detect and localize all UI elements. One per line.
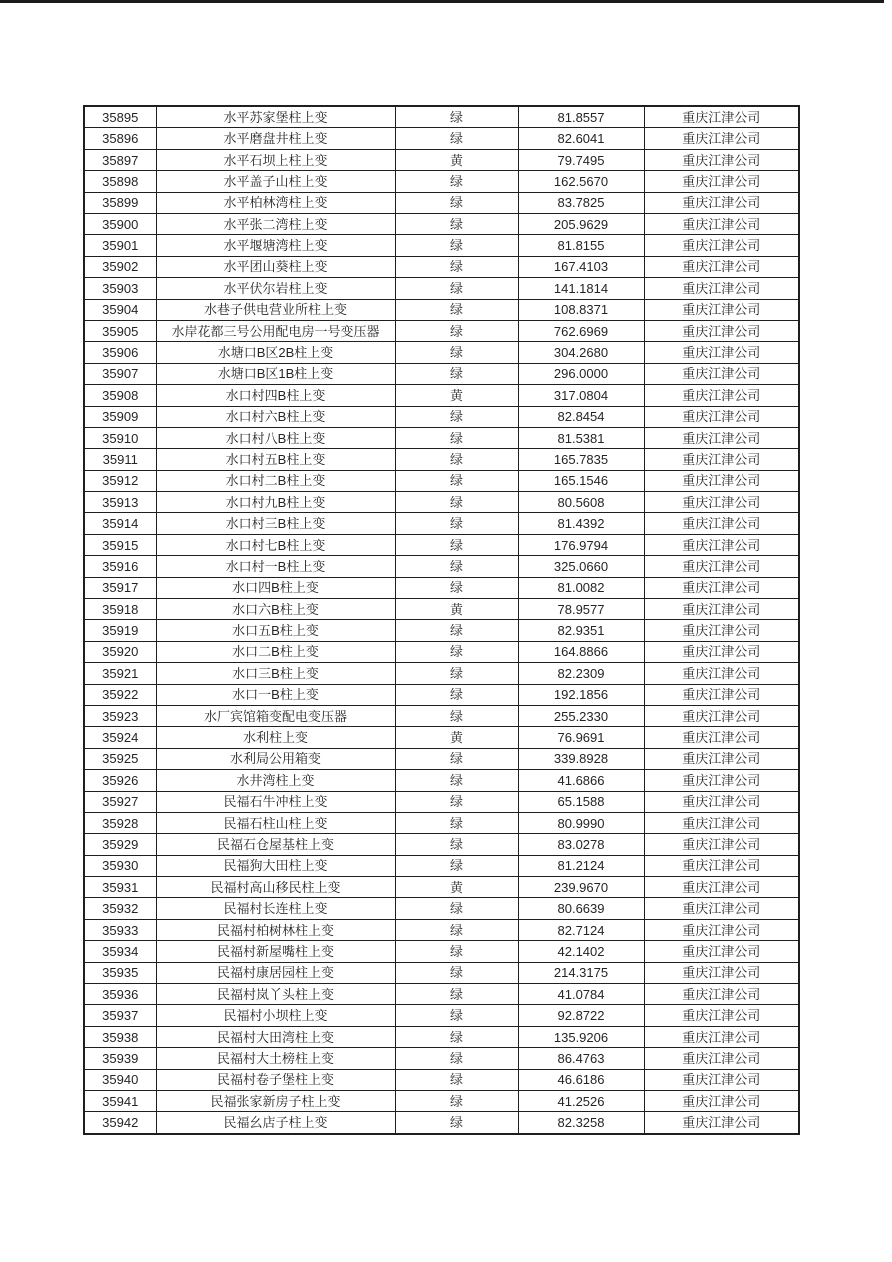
table-row <box>84 492 799 513</box>
table-row <box>84 663 799 684</box>
cell-id: 35924 <box>84 727 156 748</box>
table-row <box>84 427 799 448</box>
page-top-edge-bar <box>0 0 884 3</box>
cell-value: 164.8866 <box>518 641 644 662</box>
table-row <box>84 192 799 213</box>
cell-company: 重庆江津公司 <box>644 342 799 363</box>
cell-value: 82.8454 <box>518 406 644 427</box>
cell-status: 绿 <box>395 299 518 320</box>
cell-name: 水平盖子山柱上变 <box>156 171 395 192</box>
table-body <box>84 106 799 1134</box>
cell-status: 绿 <box>395 962 518 983</box>
table-row <box>84 171 799 192</box>
table-row <box>84 599 799 620</box>
cell-name: 民福村康居园柱上变 <box>156 962 395 983</box>
cell-id: 35940 <box>84 1069 156 1090</box>
cell-name: 水口村七B柱上变 <box>156 534 395 555</box>
cell-id: 35941 <box>84 1091 156 1112</box>
cell-status: 绿 <box>395 898 518 919</box>
cell-name: 水平苏家堡柱上变 <box>156 106 395 128</box>
cell-company: 重庆江津公司 <box>644 235 799 256</box>
cell-company: 重庆江津公司 <box>644 149 799 170</box>
table-row <box>84 705 799 726</box>
table-row <box>84 213 799 234</box>
cell-id: 35915 <box>84 534 156 555</box>
cell-id: 35914 <box>84 513 156 534</box>
cell-status: 绿 <box>395 235 518 256</box>
cell-id: 35898 <box>84 171 156 192</box>
equipment-table <box>83 105 800 1135</box>
cell-id: 35938 <box>84 1026 156 1047</box>
cell-value: 165.1546 <box>518 470 644 491</box>
table-row <box>84 877 799 898</box>
cell-company: 重庆江津公司 <box>644 192 799 213</box>
table-row <box>84 449 799 470</box>
cell-value: 80.5608 <box>518 492 644 513</box>
cell-value: 81.5381 <box>518 427 644 448</box>
cell-value: 80.6639 <box>518 898 644 919</box>
cell-name: 水平柏林湾柱上变 <box>156 192 395 213</box>
cell-id: 35928 <box>84 812 156 833</box>
table-row <box>84 149 799 170</box>
cell-status: 绿 <box>395 342 518 363</box>
cell-value: 141.1814 <box>518 278 644 299</box>
cell-status: 绿 <box>395 812 518 833</box>
cell-value: 214.3175 <box>518 962 644 983</box>
cell-id: 35908 <box>84 385 156 406</box>
table-row <box>84 962 799 983</box>
cell-company: 重庆江津公司 <box>644 556 799 577</box>
cell-status: 绿 <box>395 620 518 641</box>
cell-name: 民福村岚丫头柱上变 <box>156 984 395 1005</box>
cell-company: 重庆江津公司 <box>644 427 799 448</box>
cell-name: 水塘口B区2B柱上变 <box>156 342 395 363</box>
table-row <box>84 128 799 149</box>
cell-company: 重庆江津公司 <box>644 1048 799 1069</box>
cell-name: 水口三B柱上变 <box>156 663 395 684</box>
cell-id: 35906 <box>84 342 156 363</box>
cell-company: 重庆江津公司 <box>644 320 799 341</box>
table-row <box>84 106 799 128</box>
cell-company: 重庆江津公司 <box>644 1091 799 1112</box>
cell-value: 239.9670 <box>518 877 644 898</box>
cell-name: 水口村五B柱上变 <box>156 449 395 470</box>
cell-status: 绿 <box>395 834 518 855</box>
cell-value: 41.6866 <box>518 770 644 791</box>
cell-name: 水口村八B柱上变 <box>156 427 395 448</box>
cell-name: 水巷子供电营业所柱上变 <box>156 299 395 320</box>
cell-id: 35930 <box>84 855 156 876</box>
cell-name: 水口村二B柱上变 <box>156 470 395 491</box>
cell-name: 水口五B柱上变 <box>156 620 395 641</box>
cell-company: 重庆江津公司 <box>644 1112 799 1134</box>
cell-name: 民福狗大田柱上变 <box>156 855 395 876</box>
cell-id: 35929 <box>84 834 156 855</box>
cell-id: 35912 <box>84 470 156 491</box>
cell-name: 水利局公用箱变 <box>156 748 395 769</box>
cell-value: 82.9351 <box>518 620 644 641</box>
table-row <box>84 1112 799 1134</box>
cell-value: 81.4392 <box>518 513 644 534</box>
cell-company: 重庆江津公司 <box>644 599 799 620</box>
cell-company: 重庆江津公司 <box>644 363 799 384</box>
cell-id: 35926 <box>84 770 156 791</box>
cell-value: 82.7124 <box>518 919 644 940</box>
cell-status: 绿 <box>395 855 518 876</box>
table-row <box>84 406 799 427</box>
cell-company: 重庆江津公司 <box>644 770 799 791</box>
cell-company: 重庆江津公司 <box>644 106 799 128</box>
table-row <box>84 556 799 577</box>
cell-name: 水井湾柱上变 <box>156 770 395 791</box>
cell-status: 绿 <box>395 984 518 1005</box>
cell-name: 水厂宾馆箱变配电变压器 <box>156 705 395 726</box>
cell-value: 42.1402 <box>518 941 644 962</box>
cell-id: 35942 <box>84 1112 156 1134</box>
cell-status: 绿 <box>395 705 518 726</box>
cell-id: 35900 <box>84 213 156 234</box>
table-row <box>84 320 799 341</box>
cell-value: 46.6186 <box>518 1069 644 1090</box>
cell-status: 绿 <box>395 449 518 470</box>
cell-id: 35932 <box>84 898 156 919</box>
table-row <box>84 385 799 406</box>
cell-id: 35904 <box>84 299 156 320</box>
cell-status: 绿 <box>395 106 518 128</box>
cell-status: 绿 <box>395 363 518 384</box>
cell-value: 339.8928 <box>518 748 644 769</box>
table-row <box>84 342 799 363</box>
cell-company: 重庆江津公司 <box>644 128 799 149</box>
cell-company: 重庆江津公司 <box>644 919 799 940</box>
cell-name: 水口二B柱上变 <box>156 641 395 662</box>
cell-company: 重庆江津公司 <box>644 898 799 919</box>
cell-id: 35931 <box>84 877 156 898</box>
cell-company: 重庆江津公司 <box>644 299 799 320</box>
cell-value: 325.0660 <box>518 556 644 577</box>
cell-company: 重庆江津公司 <box>644 256 799 277</box>
cell-value: 762.6969 <box>518 320 644 341</box>
cell-value: 82.2309 <box>518 663 644 684</box>
cell-value: 81.8557 <box>518 106 644 128</box>
cell-name: 民福幺店子柱上变 <box>156 1112 395 1134</box>
cell-name: 水口四B柱上变 <box>156 577 395 598</box>
cell-company: 重庆江津公司 <box>644 748 799 769</box>
cell-value: 41.2526 <box>518 1091 644 1112</box>
cell-id: 35917 <box>84 577 156 598</box>
cell-id: 35913 <box>84 492 156 513</box>
table-row <box>84 919 799 940</box>
cell-id: 35920 <box>84 641 156 662</box>
cell-name: 民福石仓屋基柱上变 <box>156 834 395 855</box>
table-row <box>84 984 799 1005</box>
cell-name: 水口村四B柱上变 <box>156 385 395 406</box>
cell-id: 35936 <box>84 984 156 1005</box>
cell-status: 绿 <box>395 320 518 341</box>
cell-value: 296.0000 <box>518 363 644 384</box>
cell-name: 民福村小坝柱上变 <box>156 1005 395 1026</box>
cell-id: 35903 <box>84 278 156 299</box>
table-row <box>84 620 799 641</box>
table-row <box>84 791 799 812</box>
cell-name: 水口六B柱上变 <box>156 599 395 620</box>
cell-name: 水平磨盘井柱上变 <box>156 128 395 149</box>
cell-id: 35896 <box>84 128 156 149</box>
cell-company: 重庆江津公司 <box>644 620 799 641</box>
cell-company: 重庆江津公司 <box>644 449 799 470</box>
cell-status: 绿 <box>395 534 518 555</box>
cell-status: 绿 <box>395 1091 518 1112</box>
cell-id: 35925 <box>84 748 156 769</box>
cell-status: 绿 <box>395 128 518 149</box>
cell-value: 81.2124 <box>518 855 644 876</box>
table-row <box>84 278 799 299</box>
cell-company: 重庆江津公司 <box>644 877 799 898</box>
cell-company: 重庆江津公司 <box>644 705 799 726</box>
cell-value: 86.4763 <box>518 1048 644 1069</box>
cell-status: 绿 <box>395 1048 518 1069</box>
cell-value: 92.8722 <box>518 1005 644 1026</box>
cell-company: 重庆江津公司 <box>644 406 799 427</box>
cell-status: 黄 <box>395 599 518 620</box>
cell-name: 水平石坝上柱上变 <box>156 149 395 170</box>
cell-name: 民福村长连柱上变 <box>156 898 395 919</box>
cell-status: 绿 <box>395 1069 518 1090</box>
cell-status: 绿 <box>395 663 518 684</box>
cell-company: 重庆江津公司 <box>644 492 799 513</box>
cell-id: 35905 <box>84 320 156 341</box>
cell-company: 重庆江津公司 <box>644 171 799 192</box>
cell-status: 绿 <box>395 556 518 577</box>
cell-value: 76.9691 <box>518 727 644 748</box>
cell-status: 绿 <box>395 1112 518 1134</box>
cell-status: 绿 <box>395 748 518 769</box>
cell-name: 水口村三B柱上变 <box>156 513 395 534</box>
cell-name: 水口村六B柱上变 <box>156 406 395 427</box>
cell-company: 重庆江津公司 <box>644 1005 799 1026</box>
cell-id: 35895 <box>84 106 156 128</box>
cell-id: 35911 <box>84 449 156 470</box>
table-row <box>84 470 799 491</box>
cell-value: 81.0082 <box>518 577 644 598</box>
cell-value: 108.8371 <box>518 299 644 320</box>
cell-id: 35921 <box>84 663 156 684</box>
cell-company: 重庆江津公司 <box>644 855 799 876</box>
cell-name: 水口村一B柱上变 <box>156 556 395 577</box>
cell-status: 绿 <box>395 192 518 213</box>
cell-name: 水口村九B柱上变 <box>156 492 395 513</box>
cell-name: 民福张家新房子柱上变 <box>156 1091 395 1112</box>
table-row <box>84 513 799 534</box>
cell-value: 165.7835 <box>518 449 644 470</box>
cell-status: 绿 <box>395 256 518 277</box>
cell-value: 304.2680 <box>518 342 644 363</box>
cell-id: 35922 <box>84 684 156 705</box>
cell-status: 绿 <box>395 470 518 491</box>
cell-value: 78.9577 <box>518 599 644 620</box>
cell-value: 82.6041 <box>518 128 644 149</box>
cell-company: 重庆江津公司 <box>644 641 799 662</box>
cell-status: 绿 <box>395 941 518 962</box>
cell-name: 水平伏尔岩柱上变 <box>156 278 395 299</box>
cell-company: 重庆江津公司 <box>644 834 799 855</box>
table-row <box>84 363 799 384</box>
cell-value: 41.0784 <box>518 984 644 1005</box>
cell-company: 重庆江津公司 <box>644 663 799 684</box>
cell-id: 35910 <box>84 427 156 448</box>
cell-id: 35916 <box>84 556 156 577</box>
cell-id: 35907 <box>84 363 156 384</box>
cell-status: 绿 <box>395 427 518 448</box>
cell-value: 82.3258 <box>518 1112 644 1134</box>
cell-name: 水利柱上变 <box>156 727 395 748</box>
cell-status: 绿 <box>395 171 518 192</box>
cell-name: 民福村大田湾柱上变 <box>156 1026 395 1047</box>
cell-name: 水塘口B区1B柱上变 <box>156 363 395 384</box>
table-row <box>84 299 799 320</box>
cell-value: 79.7495 <box>518 149 644 170</box>
cell-company: 重庆江津公司 <box>644 684 799 705</box>
cell-value: 162.5670 <box>518 171 644 192</box>
cell-status: 绿 <box>395 770 518 791</box>
cell-company: 重庆江津公司 <box>644 962 799 983</box>
cell-id: 35897 <box>84 149 156 170</box>
table-row <box>84 770 799 791</box>
cell-name: 水岸花都三号公用配电房一号变压器 <box>156 320 395 341</box>
cell-id: 35937 <box>84 1005 156 1026</box>
cell-status: 绿 <box>395 577 518 598</box>
cell-status: 绿 <box>395 791 518 812</box>
cell-value: 317.0804 <box>518 385 644 406</box>
cell-company: 重庆江津公司 <box>644 577 799 598</box>
table-row <box>84 1091 799 1112</box>
cell-name: 民福村新屋嘴柱上变 <box>156 941 395 962</box>
cell-status: 绿 <box>395 1005 518 1026</box>
table-row <box>84 812 799 833</box>
cell-status: 绿 <box>395 684 518 705</box>
cell-status: 绿 <box>395 406 518 427</box>
cell-id: 35902 <box>84 256 156 277</box>
cell-status: 黄 <box>395 385 518 406</box>
cell-company: 重庆江津公司 <box>644 1026 799 1047</box>
cell-id: 35919 <box>84 620 156 641</box>
cell-id: 35927 <box>84 791 156 812</box>
cell-company: 重庆江津公司 <box>644 727 799 748</box>
cell-value: 80.9990 <box>518 812 644 833</box>
cell-value: 135.9206 <box>518 1026 644 1047</box>
cell-status: 黄 <box>395 727 518 748</box>
cell-company: 重庆江津公司 <box>644 278 799 299</box>
cell-name: 水口一B柱上变 <box>156 684 395 705</box>
cell-value: 83.7825 <box>518 192 644 213</box>
table-row <box>84 235 799 256</box>
cell-id: 35901 <box>84 235 156 256</box>
table-row <box>84 256 799 277</box>
cell-name: 民福村卷子堡柱上变 <box>156 1069 395 1090</box>
cell-value: 81.8155 <box>518 235 644 256</box>
table-row <box>84 1048 799 1069</box>
cell-name: 水平张二湾柱上变 <box>156 213 395 234</box>
cell-company: 重庆江津公司 <box>644 534 799 555</box>
table-row <box>84 534 799 555</box>
table-row <box>84 1005 799 1026</box>
cell-name: 民福石牛冲柱上变 <box>156 791 395 812</box>
cell-name: 民福村柏树林柱上变 <box>156 919 395 940</box>
cell-id: 35933 <box>84 919 156 940</box>
cell-company: 重庆江津公司 <box>644 812 799 833</box>
cell-company: 重庆江津公司 <box>644 470 799 491</box>
cell-id: 35939 <box>84 1048 156 1069</box>
table-row <box>84 727 799 748</box>
table-row <box>84 855 799 876</box>
table-row <box>84 748 799 769</box>
cell-name: 水平堰塘湾柱上变 <box>156 235 395 256</box>
cell-name: 水平团山葵柱上变 <box>156 256 395 277</box>
cell-status: 绿 <box>395 919 518 940</box>
cell-value: 192.1856 <box>518 684 644 705</box>
cell-value: 167.4103 <box>518 256 644 277</box>
cell-value: 83.0278 <box>518 834 644 855</box>
cell-company: 重庆江津公司 <box>644 984 799 1005</box>
cell-company: 重庆江津公司 <box>644 791 799 812</box>
cell-id: 35918 <box>84 599 156 620</box>
cell-company: 重庆江津公司 <box>644 213 799 234</box>
cell-status: 绿 <box>395 1026 518 1047</box>
cell-status: 黄 <box>395 877 518 898</box>
cell-status: 绿 <box>395 641 518 662</box>
table-row <box>84 684 799 705</box>
table-row <box>84 834 799 855</box>
cell-id: 35899 <box>84 192 156 213</box>
cell-value: 205.9629 <box>518 213 644 234</box>
cell-company: 重庆江津公司 <box>644 941 799 962</box>
table-row <box>84 641 799 662</box>
cell-id: 35909 <box>84 406 156 427</box>
cell-id: 35923 <box>84 705 156 726</box>
cell-value: 176.9794 <box>518 534 644 555</box>
table-row <box>84 1026 799 1047</box>
cell-value: 65.1588 <box>518 791 644 812</box>
table-row <box>84 577 799 598</box>
cell-company: 重庆江津公司 <box>644 1069 799 1090</box>
cell-name: 民福村高山移民柱上变 <box>156 877 395 898</box>
cell-status: 绿 <box>395 278 518 299</box>
cell-status: 绿 <box>395 213 518 234</box>
cell-name: 民福村大土榜柱上变 <box>156 1048 395 1069</box>
cell-status: 黄 <box>395 149 518 170</box>
cell-status: 绿 <box>395 513 518 534</box>
cell-name: 民福石柱山柱上变 <box>156 812 395 833</box>
cell-id: 35935 <box>84 962 156 983</box>
table-row <box>84 941 799 962</box>
cell-id: 35934 <box>84 941 156 962</box>
table-row <box>84 898 799 919</box>
cell-company: 重庆江津公司 <box>644 513 799 534</box>
cell-company: 重庆江津公司 <box>644 385 799 406</box>
table-row <box>84 1069 799 1090</box>
cell-status: 绿 <box>395 492 518 513</box>
cell-value: 255.2330 <box>518 705 644 726</box>
